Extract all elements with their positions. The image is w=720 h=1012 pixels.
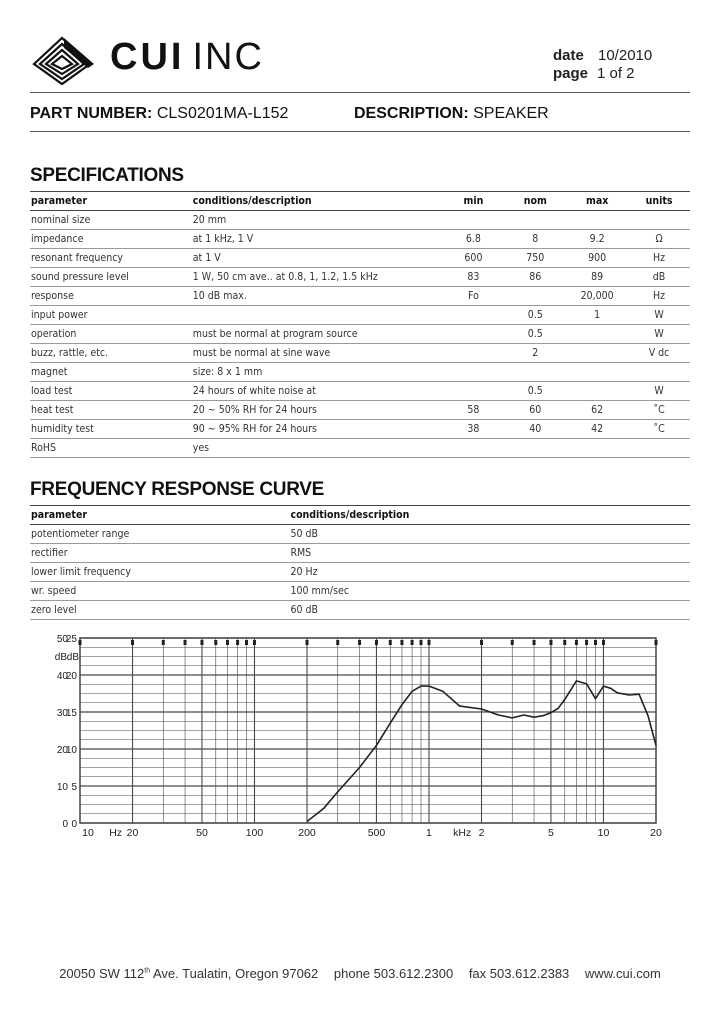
top-tick-mark bbox=[200, 640, 203, 645]
header-max: max bbox=[566, 192, 628, 211]
top-tick-mark bbox=[245, 640, 248, 645]
table-cell: 38 bbox=[443, 420, 505, 439]
table-cell: 100 mm/sec bbox=[290, 582, 690, 601]
table-cell bbox=[566, 382, 628, 401]
table-cell: W bbox=[628, 382, 690, 401]
footer-phone: phone 503.612.2300 bbox=[333, 966, 454, 981]
table-cell: 20 Hz bbox=[290, 563, 690, 582]
table-cell: W bbox=[628, 325, 690, 344]
top-tick-mark bbox=[162, 640, 165, 645]
table-header-row bbox=[30, 192, 690, 211]
table-row bbox=[30, 268, 690, 287]
x-tick-label: 100 bbox=[245, 827, 264, 839]
table-cell: ˚C bbox=[628, 420, 690, 439]
table-cell: at 1 kHz, 1 V bbox=[193, 230, 443, 249]
table-cell: 86 bbox=[504, 268, 566, 287]
table-row bbox=[30, 230, 690, 249]
table-row bbox=[30, 439, 690, 458]
table-cell bbox=[443, 363, 505, 382]
table-cell: rectifier bbox=[30, 544, 290, 563]
y-tick-label-right: 10 bbox=[65, 745, 77, 756]
table-cell: 90 ~ 95% RH for 24 hours bbox=[193, 420, 443, 439]
table-cell: Hz bbox=[628, 249, 690, 268]
top-tick-mark bbox=[602, 640, 605, 645]
x-tick-label: 2 bbox=[478, 827, 485, 839]
table-cell: operation bbox=[30, 325, 193, 344]
table-cell: 900 bbox=[566, 249, 628, 268]
table-cell: 1 bbox=[566, 306, 628, 325]
top-tick-mark bbox=[533, 640, 536, 645]
table-cell: impedance bbox=[30, 230, 193, 249]
specifications-table bbox=[30, 191, 690, 458]
table-cell bbox=[628, 363, 690, 382]
table-cell: RMS bbox=[290, 544, 690, 563]
table-cell bbox=[566, 439, 628, 458]
top-tick-mark bbox=[375, 640, 378, 645]
top-tick-mark bbox=[655, 640, 658, 645]
table-cell: 0.5 bbox=[504, 306, 566, 325]
table-row bbox=[30, 287, 690, 306]
table-row bbox=[30, 525, 690, 544]
frequency-response-chart bbox=[54, 633, 666, 843]
table-row bbox=[30, 249, 690, 268]
table-cell: dB bbox=[628, 268, 690, 287]
top-tick-mark bbox=[214, 640, 217, 645]
x-tick-label: kHz bbox=[453, 827, 472, 839]
table-cell: 24 hours of white noise at bbox=[193, 382, 443, 401]
header-nom: nom bbox=[504, 192, 566, 211]
part-number: PART NUMBER: CLS0201MA-L152 bbox=[30, 105, 289, 122]
top-tick-mark bbox=[511, 640, 514, 645]
table-cell: 40 bbox=[504, 420, 566, 439]
table-cell: buzz, rattle, etc. bbox=[30, 344, 193, 363]
x-tick-label: 200 bbox=[298, 827, 316, 839]
top-tick-mark bbox=[549, 640, 552, 645]
table-cell: 50 dB bbox=[290, 525, 690, 544]
table-cell: size: 8 x 1 mm bbox=[193, 363, 443, 382]
table-cell: V dc bbox=[628, 344, 690, 363]
top-tick-mark bbox=[236, 640, 239, 645]
part-description: DESCRIPTION: SPEAKER bbox=[354, 105, 549, 122]
table-row bbox=[30, 344, 690, 363]
table-cell: load test bbox=[30, 382, 193, 401]
header-divider bbox=[30, 92, 690, 93]
x-tick-label: 500 bbox=[367, 827, 386, 839]
y-unit-label-left: dB bbox=[54, 651, 67, 663]
table-cell: 60 bbox=[504, 401, 566, 420]
x-tick-label: 20 bbox=[126, 827, 139, 839]
header-conditions: conditions/description bbox=[193, 192, 443, 211]
table-cell: humidity test bbox=[30, 420, 193, 439]
table-row bbox=[30, 544, 690, 563]
y-unit-label-right: dB bbox=[66, 651, 79, 663]
table-cell bbox=[443, 306, 505, 325]
table-cell: zero level bbox=[30, 601, 290, 620]
table-cell: 0.5 bbox=[504, 325, 566, 344]
table-row bbox=[30, 420, 690, 439]
table-cell: must be normal at sine wave bbox=[193, 344, 443, 363]
table-cell: wr. speed bbox=[30, 582, 290, 601]
table-cell: 58 bbox=[443, 401, 505, 420]
y-tick-label-right: 20 bbox=[65, 671, 77, 682]
table-cell bbox=[504, 439, 566, 458]
y-tick-label-left: 0 bbox=[62, 819, 68, 830]
specifications-title: SPECIFICATIONS bbox=[30, 165, 184, 186]
table-row bbox=[30, 382, 690, 401]
table-cell: Fo bbox=[443, 287, 505, 306]
date-value: 10/2010 bbox=[598, 47, 653, 64]
table-cell: Ω bbox=[628, 230, 690, 249]
table-cell: W bbox=[628, 306, 690, 325]
top-tick-mark bbox=[336, 640, 339, 645]
footer-address: 20050 SW 112th Ave. Tualatin, Oregon 97062 bbox=[59, 966, 319, 981]
top-tick-mark bbox=[131, 640, 134, 645]
top-tick-mark bbox=[575, 640, 578, 645]
table-cell: 9.2 bbox=[566, 230, 628, 249]
header-min: min bbox=[443, 192, 505, 211]
table-cell: 0.5 bbox=[504, 382, 566, 401]
top-tick-mark bbox=[594, 640, 597, 645]
header-parameter: parameter bbox=[30, 506, 290, 525]
table-row bbox=[30, 211, 690, 230]
x-tick-label: 20 bbox=[650, 827, 662, 839]
table-cell bbox=[628, 211, 690, 230]
table-row bbox=[30, 325, 690, 344]
table-cell: resonant frequency bbox=[30, 249, 193, 268]
y-tick-label-right: 5 bbox=[71, 782, 77, 793]
table-cell bbox=[566, 344, 628, 363]
table-cell bbox=[443, 325, 505, 344]
table-cell: must be normal at program source bbox=[193, 325, 443, 344]
table-cell: response bbox=[30, 287, 193, 306]
y-tick-label-right: 0 bbox=[71, 819, 77, 830]
page-label: page bbox=[553, 65, 589, 82]
top-tick-mark bbox=[389, 640, 392, 645]
table-cell bbox=[504, 211, 566, 230]
header-conditions: conditions/description bbox=[290, 506, 690, 525]
top-tick-mark bbox=[306, 640, 309, 645]
table-cell bbox=[193, 306, 443, 325]
top-tick-mark bbox=[400, 640, 403, 645]
y-tick-label-right: 15 bbox=[65, 708, 77, 719]
table-cell: 60 dB bbox=[290, 601, 690, 620]
table-cell bbox=[566, 211, 628, 230]
footer-fax: fax 503.612.2383 bbox=[468, 966, 570, 981]
table-cell: 8 bbox=[504, 230, 566, 249]
top-tick-mark bbox=[184, 640, 187, 645]
table-cell bbox=[443, 344, 505, 363]
table-cell: 83 bbox=[443, 268, 505, 287]
table-cell: potentiometer range bbox=[30, 525, 290, 544]
table-cell bbox=[504, 363, 566, 382]
top-tick-mark bbox=[411, 640, 414, 645]
top-tick-mark bbox=[427, 640, 430, 645]
table-cell: at 1 V bbox=[193, 249, 443, 268]
top-tick-mark bbox=[226, 640, 229, 645]
table-cell: sound pressure level bbox=[30, 268, 193, 287]
top-tick-mark bbox=[419, 640, 422, 645]
table-cell: 42 bbox=[566, 420, 628, 439]
x-tick-label: Hz bbox=[109, 827, 123, 839]
date-label: date bbox=[553, 47, 584, 64]
frequency-table bbox=[30, 505, 690, 620]
table-cell: Hz bbox=[628, 287, 690, 306]
header-parameter: parameter bbox=[30, 192, 193, 211]
table-cell: lower limit frequency bbox=[30, 563, 290, 582]
table-cell: 2 bbox=[504, 344, 566, 363]
y-tick-label-right: 25 bbox=[65, 634, 77, 645]
table-cell bbox=[566, 325, 628, 344]
table-cell bbox=[443, 382, 505, 401]
frequency-response-title: FREQUENCY RESPONSE CURVE bbox=[30, 479, 325, 500]
top-tick-mark bbox=[563, 640, 566, 645]
top-tick-mark bbox=[358, 640, 361, 645]
table-cell: 62 bbox=[566, 401, 628, 420]
y-tick-label-left: 50 bbox=[56, 634, 68, 645]
table-header-row bbox=[30, 506, 690, 525]
header-units: units bbox=[628, 192, 690, 211]
cui-logo-icon bbox=[30, 34, 100, 86]
table-row bbox=[30, 601, 690, 620]
y-tick-label-left: 30 bbox=[56, 708, 68, 719]
table-cell: 750 bbox=[504, 249, 566, 268]
table-cell: 20 ~ 50% RH for 24 hours bbox=[193, 401, 443, 420]
x-tick-label: 1 bbox=[426, 827, 432, 839]
table-cell bbox=[566, 363, 628, 382]
table-cell: 1 W, 50 cm ave.. at 0.8, 1, 1.2, 1.5 kHz bbox=[193, 268, 443, 287]
table-cell: input power bbox=[30, 306, 193, 325]
table-cell: ˚C bbox=[628, 401, 690, 420]
table-cell: 6.8 bbox=[443, 230, 505, 249]
table-row bbox=[30, 306, 690, 325]
table-cell: RoHS bbox=[30, 439, 193, 458]
table-row bbox=[30, 401, 690, 420]
page-value: 1 of 2 bbox=[597, 65, 635, 82]
table-cell: 20 mm bbox=[193, 211, 443, 230]
top-tick-mark bbox=[253, 640, 256, 645]
table-cell bbox=[443, 211, 505, 230]
table-cell bbox=[628, 439, 690, 458]
footer-website[interactable]: www.cui.com bbox=[584, 966, 661, 981]
table-cell: heat test bbox=[30, 401, 193, 420]
top-tick-mark bbox=[79, 640, 82, 645]
table-row bbox=[30, 582, 690, 601]
x-tick-label: 5 bbox=[548, 827, 554, 839]
y-tick-label-left: 10 bbox=[56, 782, 68, 793]
table-cell: yes bbox=[193, 439, 443, 458]
x-tick-label: 10 bbox=[82, 827, 94, 839]
table-cell: nominal size bbox=[30, 211, 193, 230]
table-cell bbox=[504, 287, 566, 306]
table-row bbox=[30, 363, 690, 382]
table-row bbox=[30, 563, 690, 582]
x-tick-label: 10 bbox=[597, 827, 610, 839]
brand-name: CUI INC bbox=[110, 36, 264, 78]
y-tick-label-left: 20 bbox=[56, 745, 68, 756]
table-cell: 600 bbox=[443, 249, 505, 268]
top-tick-mark bbox=[480, 640, 483, 645]
part-divider bbox=[30, 131, 690, 132]
x-tick-label: 50 bbox=[196, 827, 208, 839]
table-cell: magnet bbox=[30, 363, 193, 382]
top-tick-mark bbox=[585, 640, 588, 645]
footer bbox=[0, 966, 720, 981]
table-cell: 10 dB max. bbox=[193, 287, 443, 306]
table-cell: 89 bbox=[566, 268, 628, 287]
table-cell bbox=[443, 439, 505, 458]
y-tick-label-left: 40 bbox=[56, 671, 68, 682]
table-cell: 20,000 bbox=[566, 287, 628, 306]
